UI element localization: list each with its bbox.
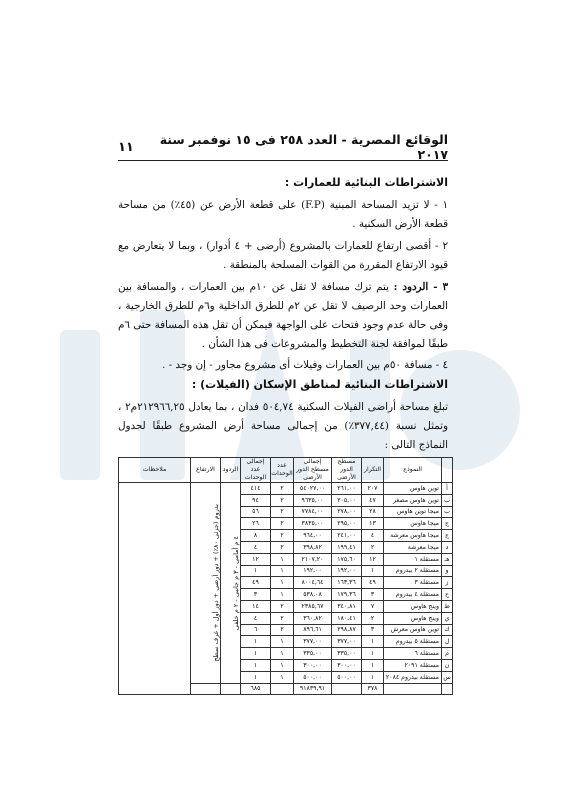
paragraph-3-body: يتم ترك مسافة لا تقل عن ١٠م بين العمارات ، والمسافة بين العمارات وحد الرصيف لا تقل عن ٢م للطرق الداخلية و٦م للطرق الخارجية ، وفى حالة عدم وجود فتحات على الواجهة فيمكن أن تقل هذه المسافة حتى ٦م طبقًا لموافقة لجنة التخطيط والمشروعات فى هذا الشأن .: [118, 281, 448, 350]
paragraph-3-label: ٣ - الردود :: [393, 281, 449, 293]
page-number: ١١: [118, 139, 134, 155]
model-name-cell: وينج هاوس: [384, 612, 442, 624]
paragraph-3: [118, 278, 448, 354]
table-cell: ١٦٣,٣٦: [332, 577, 362, 589]
table-cell: ٢٧٨,٠٠: [332, 506, 362, 518]
page-header: [118, 132, 448, 162]
table-cell: ٢٣٨٥,٦٧: [294, 600, 332, 612]
setbacks-text: ٤ م أمامى - ٣ م جانبى - ٢ م خلفى: [232, 535, 240, 630]
table-cell: ٢: [271, 506, 294, 518]
villas-heading: الاشتراطات البنائية لمناطق الإسكان (الفيلات) :: [191, 378, 448, 391]
table-cell: ٥٣٨,٠٨: [294, 589, 332, 601]
table-cell: ٣: [362, 589, 384, 601]
table-cell: ٢٦١,٠٠: [332, 483, 362, 495]
total-cell: [332, 683, 362, 695]
table-cell: ي: [442, 612, 453, 624]
table-cell: ١٧٩,٣٦: [332, 589, 362, 601]
table-cell: ٢٠٥,٠٠: [332, 494, 362, 506]
paragraph-1: ١ - لا تزيد المساحة المبنية (F.P) على قطعة الأرض عن (٤٥٪) من مساحة قطعة الأرض السكنية .: [118, 199, 448, 230]
total-cell: [442, 683, 453, 695]
table-cell: ك: [442, 624, 453, 636]
paragraph-4: ٤ - مسافة ٥٠م بين العمارات وفيلات أى مشروع مجاور - إن وجد - .: [162, 359, 448, 371]
model-name-cell: مستقلة ٤ بيدروم: [384, 589, 442, 601]
table-cell: ١: [241, 636, 271, 648]
table-cell: ٣٣٥,٠٠: [294, 648, 332, 660]
table-cell: ٨٩٦,٦١: [294, 624, 332, 636]
table-cell: ٢٨: [362, 506, 384, 518]
table-cell: ٢٩٥,٠٠: [332, 518, 362, 530]
table-cell: ١: [271, 565, 294, 577]
table-cell: ل: [442, 636, 453, 648]
model-name-cell: ميجا معرشة: [384, 541, 442, 553]
table-cell: ٣٩٨,٨٢: [294, 541, 332, 553]
header-count: التكرار: [362, 458, 384, 483]
header-total-ground: إجمالى مسطح الدور الأرضى: [294, 458, 332, 483]
total-cell: [384, 683, 442, 695]
header-notes: ملاحظات: [119, 458, 191, 483]
model-name-cell: ميجا هاوس معرشة: [384, 530, 442, 542]
table-cell: ٣٣٥,٠٠: [332, 648, 362, 660]
table-cell: ٢: [271, 612, 294, 624]
table-cell: ١: [271, 648, 294, 660]
table-cell: ١: [271, 636, 294, 648]
header-height: الارتفاع: [191, 458, 221, 483]
table-cell: ١٤: [241, 600, 271, 612]
table-cell: هـ: [442, 553, 453, 565]
table-cell: ٢: [362, 541, 384, 553]
villas-paragraph: تبلغ مساحة أراضى الفيلات السكنية ٥٠٤,٧٤ فدان ، بما يعادل ٢١٢٩٦٦,٢٥م٢ ، وتمثل نسبة (٣٧٧,٤٤٪) من إجمالى مساحة أرض المشروع طبقًا لجدول النماذج التالى :: [118, 401, 449, 451]
table-cell: ٥٠٠,٠٠: [294, 671, 332, 683]
model-name-cell: توين هاوس معرش: [384, 624, 442, 636]
table-cell: د: [442, 541, 453, 553]
table-row: [119, 483, 453, 495]
table-cell: ١: [241, 671, 271, 683]
table-cell: ٣٧٧,٠٠: [294, 636, 332, 648]
table-cell: ٣: [241, 589, 271, 601]
table-cell: ١٩٩,٤١: [332, 541, 362, 553]
table-cell: ز: [442, 577, 453, 589]
table-cell: ٢٩٨,٨٧: [332, 624, 362, 636]
table-cell: ٢: [271, 494, 294, 506]
total-cell: [271, 683, 294, 695]
total-cell: ٣٧٨: [362, 683, 384, 695]
table-cell: ٥٦: [241, 506, 271, 518]
table-cell: ب: [442, 506, 453, 518]
buildings-heading: الاشتراطات البنائية للعمارات :: [284, 176, 448, 189]
table-cell: ٨: [241, 530, 271, 542]
model-name-cell: توين هاوس: [384, 483, 442, 495]
table-cell: ١: [271, 577, 294, 589]
header-index: [442, 458, 453, 483]
table-cell: ٤٩: [241, 577, 271, 589]
table-cell: ٤٩: [362, 577, 384, 589]
table-cell: ٤: [241, 612, 271, 624]
table-cell: ٣: [362, 624, 384, 636]
table-cell: ٢٤١,٠٠: [332, 530, 362, 542]
header-model: النموذج: [384, 458, 442, 483]
table-cell: ح: [442, 589, 453, 601]
paragraph-2: ٢ - أقصى ارتفاع للعمارات بالمشروع (أرضى + ٤ أدوار) ، وبما لا يتعارض مع قيود الارتفاع المقررة من القوات المسلحة بالمنطقة .: [118, 240, 448, 271]
table-cell: ١: [362, 648, 384, 660]
table-header-row: [119, 458, 453, 483]
table-cell: ٣٦٠,٨٢: [294, 612, 332, 624]
models-table: [118, 457, 453, 695]
total-cell: ٩١٨٣٩,٩١: [294, 683, 332, 695]
table-cell: ٢١٠٧,٢٠: [294, 553, 332, 565]
table-cell: ١: [241, 659, 271, 671]
table-cell: ب: [442, 494, 453, 506]
model-name-cell: ميجا توين هاوس: [384, 506, 442, 518]
table-cell: ط: [442, 600, 453, 612]
table-cell: ن: [442, 659, 453, 671]
table-cell: ٢٠٧: [362, 483, 384, 495]
table-cell: ١: [241, 565, 271, 577]
table-cell: ٤: [241, 541, 271, 553]
table-cell: ١٢: [241, 553, 271, 565]
table-cell: ٥٠٠,٠٠: [332, 671, 362, 683]
model-name-cell: مستقلة ٢٠٩١: [384, 659, 442, 671]
table-cell: ٤١٤: [241, 483, 271, 495]
header-title: الوقائع المصرية - العدد ٢٥٨ فى ١٥ نوفمبر سنة ٢٠١٧: [159, 132, 448, 162]
table-cell: ١: [271, 671, 294, 683]
table-cell: ٢: [271, 600, 294, 612]
table-cell: ٢: [362, 612, 384, 624]
table-cell: ٤: [362, 530, 384, 542]
table-cell: ١٧٥,٦٠: [332, 553, 362, 565]
table-cell: ٤٧: [362, 494, 384, 506]
height-text: بدروم (جزئى ٨٠٪) + دور أرضى + دور أول + غرف سطح: [212, 503, 220, 662]
total-empty-cell: [221, 683, 241, 695]
header-total-units: إجمالى عدد الوحدات: [241, 458, 271, 483]
model-name-cell: مستقلة ٣: [384, 577, 442, 589]
table-cell: ١٣: [362, 518, 384, 530]
table-cell: ٢: [271, 624, 294, 636]
table-cell: ١٢: [362, 553, 384, 565]
table-cell: ٩٦٤,٠٠: [294, 530, 332, 542]
table-cell: ٧: [362, 600, 384, 612]
model-name-cell: توين هاوس مصغر: [384, 494, 442, 506]
table-cell: ١: [271, 659, 294, 671]
table-cell: ٣٧٧,٠٠: [332, 636, 362, 648]
model-name-cell: مستقلة ٥ بيدروم: [384, 636, 442, 648]
table-cell: ١٩٢,٠٠: [294, 565, 332, 577]
model-name-cell: مستقلة ٢ بيدروم: [384, 565, 442, 577]
table-cell: ٣٠٠,٠٠: [332, 659, 362, 671]
table-cell: ٩٦٣٥,٠٠: [294, 494, 332, 506]
model-name-cell: مستقلة ٦: [384, 648, 442, 660]
table-cell: ج: [442, 518, 453, 530]
table-cell: ٩٤: [241, 494, 271, 506]
table-cell: ٢: [271, 483, 294, 495]
total-cell: ٦٨٥: [241, 683, 271, 695]
table-cell: أ: [442, 483, 453, 495]
table-cell: ١: [271, 589, 294, 601]
table-cell: ٣٨٣٥,٠٠: [294, 518, 332, 530]
table-cell: ٢٦: [241, 518, 271, 530]
header-setbacks: الردود: [221, 458, 241, 483]
table-cell: ٣٠٠,٠٠: [294, 659, 332, 671]
header-units: عدد الوحدات: [271, 458, 294, 483]
table-cell: ٢: [271, 518, 294, 530]
table-cell: ٥٤٠٢٧,٠٠: [294, 483, 332, 495]
table-cell: ١: [362, 659, 384, 671]
table-cell: ١: [271, 553, 294, 565]
table-cell: ٦: [241, 624, 271, 636]
table-cell: ج: [442, 530, 453, 542]
table-cell: ١: [241, 648, 271, 660]
table-cell: ١: [362, 636, 384, 648]
setbacks-cell: [221, 483, 241, 684]
table-cell: ١: [362, 671, 384, 683]
total-empty-cell: [191, 683, 221, 695]
table-cell: و: [442, 565, 453, 577]
header-ground: مسطح الدور الأرضى: [332, 458, 362, 483]
table-cell: م: [442, 648, 453, 660]
header-rule: [118, 160, 448, 161]
table-cell: ٣٤٠,٨١: [332, 600, 362, 612]
table-cell: ٢: [271, 530, 294, 542]
table-cell: ١٩٢,٠٠: [332, 565, 362, 577]
model-name-cell: مستقلة ١: [384, 553, 442, 565]
table-cell: ١: [362, 565, 384, 577]
table-cell: س: [442, 671, 453, 683]
model-name-cell: ميجا هاوس: [384, 518, 442, 530]
table-cell: ٧٧٨٤,٠٠: [294, 506, 332, 518]
height-cell: [191, 483, 221, 684]
model-name-cell: مستقلة بيدروم ٢٠٨٤: [384, 671, 442, 683]
notes-cell: [119, 483, 191, 695]
model-name-cell: وينج هاوس: [384, 600, 442, 612]
table-cell: ٨٠٠٤,٦٤: [294, 577, 332, 589]
table-cell: ٢: [271, 541, 294, 553]
table-cell: ١٨٠,٤١: [332, 612, 362, 624]
